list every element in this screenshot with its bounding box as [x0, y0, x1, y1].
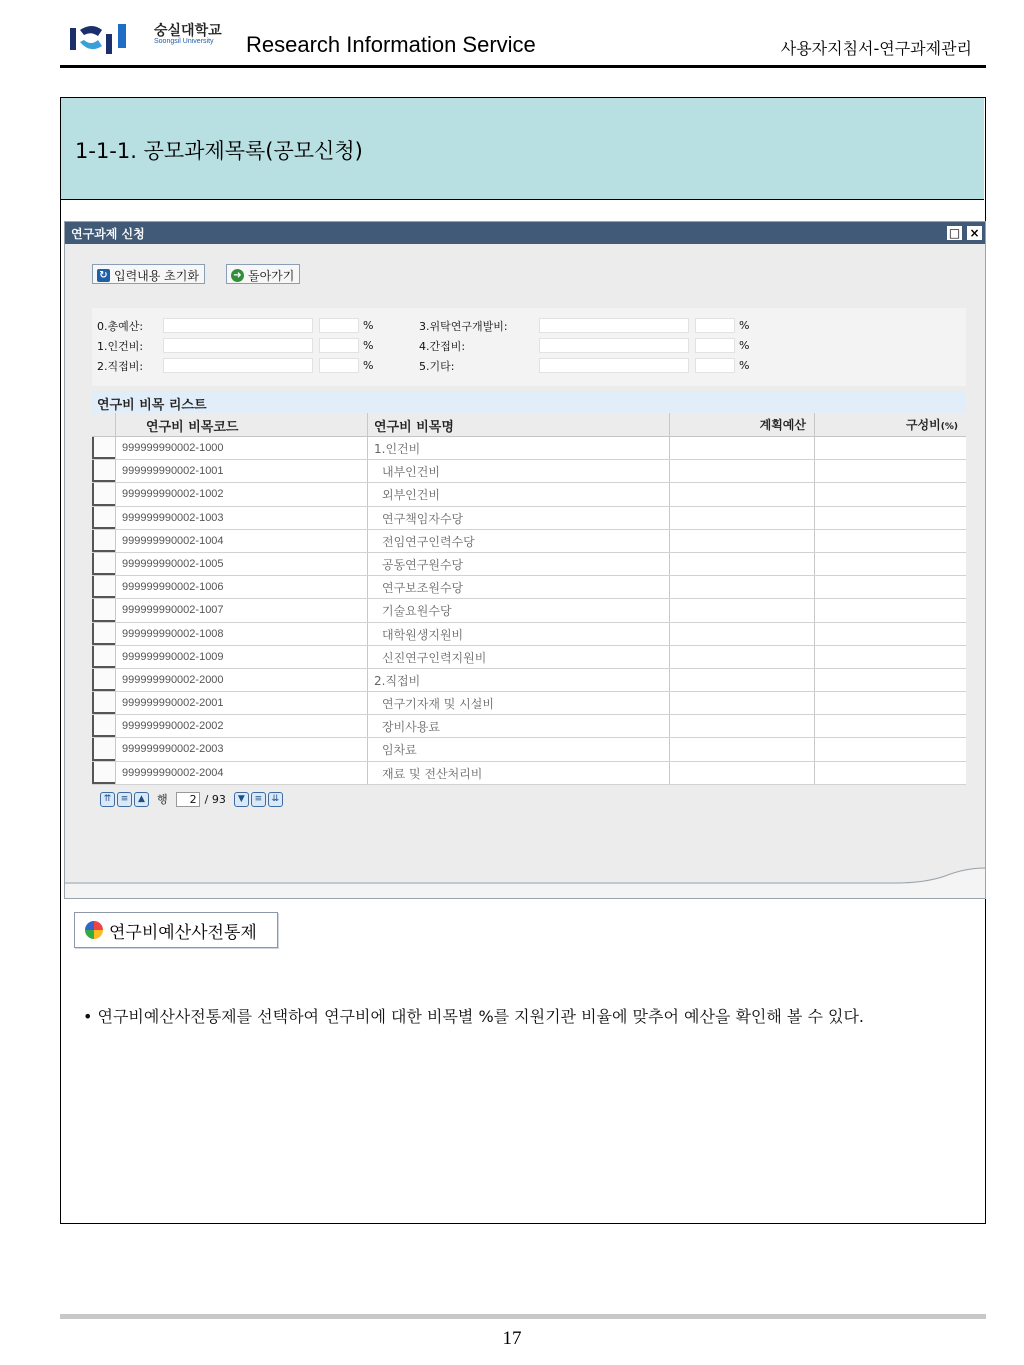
table-row[interactable] — [92, 623, 966, 646]
row-selector[interactable] — [92, 669, 116, 691]
row-selector[interactable] — [92, 576, 116, 598]
plan-budget-cell[interactable] — [670, 460, 815, 482]
ratio-cell[interactable] — [815, 669, 966, 691]
cost-item-name: 연구기자재 및 시설비 — [368, 692, 670, 714]
personnel-cost-label: 1.인건비: — [97, 340, 144, 353]
description-text: • 연구비예산사전통제를 선택하여 연구비에 대한 비목별 %를 지원기관 비율에 맞추어 예산을 확인해 볼 수 있다. — [83, 1007, 864, 1026]
cost-item-code: 999999990002-1009 — [116, 646, 368, 668]
cost-item-code: 999999990002-1002 — [116, 483, 368, 505]
application-window — [64, 221, 986, 899]
next-page-icon[interactable]: ▼ — [234, 792, 249, 807]
ratio-cell[interactable] — [815, 623, 966, 645]
section-title: 1-1-1. 공모과제목록(공모신청) — [75, 139, 363, 163]
cost-item-code: 999999990002-2003 — [116, 738, 368, 760]
ratio-cell[interactable] — [815, 460, 966, 482]
cost-item-name: 기술요원수당 — [368, 599, 670, 621]
page-number: 17 — [502, 1328, 522, 1349]
table-row[interactable] — [92, 553, 966, 576]
ratio-cell[interactable] — [815, 692, 966, 714]
plan-budget-cell[interactable] — [670, 715, 815, 737]
pct-sign: % — [363, 359, 374, 372]
total-budget-label: 0.총예산: — [97, 320, 144, 333]
pager-total: / 93 — [204, 792, 226, 806]
ratio-cell[interactable] — [815, 530, 966, 552]
service-name: Research Information Service — [246, 32, 536, 57]
cost-item-code: 999999990002-1003 — [116, 507, 368, 529]
cost-item-table — [92, 413, 966, 785]
table-row[interactable] — [92, 483, 966, 506]
personnel-cost-pct-input[interactable] — [319, 338, 359, 353]
cost-item-code: 999999990002-1004 — [116, 530, 368, 552]
ratio-cell[interactable] — [815, 483, 966, 505]
cost-item-code: 999999990002-2001 — [116, 692, 368, 714]
ratio-cell[interactable] — [815, 762, 966, 784]
plan-budget-cell[interactable] — [670, 530, 815, 552]
cost-item-name: 전임연구인력수당 — [368, 530, 670, 552]
ratio-cell[interactable] — [815, 507, 966, 529]
row-selector[interactable] — [92, 530, 116, 552]
cost-item-code: 999999990002-2004 — [116, 762, 368, 784]
cost-item-code: 999999990002-1001 — [116, 460, 368, 482]
ratio-cell[interactable] — [815, 646, 966, 668]
window-title: 연구과제 신청 — [71, 227, 145, 241]
cost-item-code: 999999990002-1006 — [116, 576, 368, 598]
plan-budget-cell[interactable] — [670, 576, 815, 598]
cost-item-code: 999999990002-1000 — [116, 437, 368, 459]
total-budget-pct-input[interactable] — [319, 318, 359, 333]
reset-input-label: 입력내용 초기화 — [114, 268, 199, 283]
plan-budget-cell[interactable] — [670, 599, 815, 621]
budget-precontrol-label: 연구비예산사전통제 — [109, 922, 257, 943]
plan-budget-cell[interactable] — [670, 692, 815, 714]
table-row[interactable] — [92, 599, 966, 622]
commissioned-rd-input[interactable] — [539, 318, 689, 333]
ratio-cell[interactable] — [815, 553, 966, 575]
table-row[interactable] — [92, 460, 966, 483]
cost-item-name: 연구보조원수당 — [368, 576, 670, 598]
row-selector[interactable] — [92, 437, 116, 459]
cost-item-name: 연구책임자수당 — [368, 507, 670, 529]
direct-cost-label: 2.직접비: — [97, 360, 144, 373]
reset-input-button[interactable] — [92, 264, 205, 284]
cost-item-name: 공동연구원수당 — [368, 553, 670, 575]
cost-item-name: 내부인건비 — [368, 460, 670, 482]
plan-budget-cell[interactable] — [670, 437, 815, 459]
direct-cost-pct-input[interactable] — [319, 358, 359, 373]
prev-block-icon[interactable]: ≡ — [117, 792, 132, 807]
page-header — [60, 14, 986, 68]
ratio-cell[interactable] — [815, 599, 966, 621]
pct-sign: % — [739, 359, 750, 372]
row-selector[interactable] — [92, 646, 116, 668]
plan-budget-cell[interactable] — [670, 762, 815, 784]
content-frame — [60, 97, 986, 1224]
row-selector[interactable] — [92, 738, 116, 760]
cost-item-code: 999999990002-2002 — [116, 715, 368, 737]
plan-budget-cell[interactable] — [670, 623, 815, 645]
plan-budget-cell[interactable] — [670, 646, 815, 668]
table-header — [92, 413, 966, 437]
cost-item-name: 2.직접비 — [368, 669, 670, 691]
plan-budget-cell[interactable] — [670, 483, 815, 505]
plan-budget-cell[interactable] — [670, 553, 815, 575]
row-selector[interactable] — [92, 599, 116, 621]
window-bottom-curve — [65, 862, 985, 898]
pct-sign: % — [739, 319, 750, 332]
table-row[interactable] — [92, 530, 966, 553]
ratio-label: 구성비 — [905, 418, 941, 432]
budget-form — [92, 308, 966, 386]
table-row[interactable] — [92, 762, 966, 785]
row-selector[interactable] — [92, 715, 116, 737]
row-selector[interactable] — [92, 507, 116, 529]
cost-item-name: 장비사용료 — [368, 715, 670, 737]
cost-item-name: 외부인건비 — [368, 483, 670, 505]
university-name-ko: 숭실대학교 — [154, 23, 222, 39]
indirect-cost-input[interactable] — [539, 338, 689, 353]
column-header-code[interactable]: 연구비 비목코드 — [116, 413, 368, 436]
back-button[interactable] — [226, 264, 300, 284]
table-row[interactable] — [92, 646, 966, 669]
cost-item-code: 999999990002-1007 — [116, 599, 368, 621]
other-cost-pct-input[interactable] — [695, 358, 735, 373]
document-title: 사용자지침서-연구과제관리 — [780, 39, 972, 58]
ratio-cell[interactable] — [815, 437, 966, 459]
refresh-icon: ↻ — [97, 269, 110, 282]
plan-budget-cell[interactable] — [670, 507, 815, 529]
total-budget-input[interactable] — [163, 318, 313, 333]
cost-item-code: 999999990002-2000 — [116, 669, 368, 691]
cost-item-name: 대학원생지원비 — [368, 623, 670, 645]
first-page-icon[interactable]: ⇈ — [100, 792, 115, 807]
row-selector[interactable] — [92, 553, 116, 575]
commissioned-rd-pct-input[interactable] — [695, 318, 735, 333]
budget-precontrol-button[interactable] — [74, 912, 278, 948]
pct-sign: % — [739, 339, 750, 352]
indirect-cost-pct-input[interactable] — [695, 338, 735, 353]
header-selector-cell — [92, 413, 116, 436]
ratio-cell[interactable] — [815, 738, 966, 760]
pct-sign: % — [363, 339, 374, 352]
pager-row-label: 행 — [157, 793, 168, 806]
direct-cost-input[interactable] — [163, 358, 313, 373]
column-header-plan[interactable]: 계획예산 — [670, 413, 815, 436]
cost-item-name: 재료 및 전산처리비 — [368, 762, 670, 784]
cost-item-name: 임차료 — [368, 738, 670, 760]
table-row[interactable] — [92, 507, 966, 530]
ratio-unit: (%) — [940, 422, 958, 432]
table-row[interactable] — [92, 692, 966, 715]
indirect-cost-label: 4.간접비: — [419, 340, 466, 353]
table-row[interactable] — [92, 669, 966, 692]
cost-item-name: 1.인건비 — [368, 437, 670, 459]
plan-budget-cell[interactable] — [670, 669, 815, 691]
column-header-ratio[interactable] — [815, 413, 966, 436]
row-selector[interactable] — [92, 762, 116, 784]
personnel-cost-input[interactable] — [163, 338, 313, 353]
other-cost-label: 5.기타: — [419, 360, 455, 373]
row-selector[interactable] — [92, 483, 116, 505]
column-header-name[interactable]: 연구비 비목명 — [368, 413, 670, 436]
last-page-icon[interactable]: ⇊ — [268, 792, 283, 807]
window-title-bar — [65, 222, 985, 244]
row-selector[interactable] — [92, 623, 116, 645]
row-selector[interactable] — [92, 460, 116, 482]
ratio-cell[interactable] — [815, 715, 966, 737]
footer-divider — [60, 1314, 986, 1319]
plan-budget-cell[interactable] — [670, 738, 815, 760]
row-selector[interactable] — [92, 692, 116, 714]
university-logo — [66, 20, 146, 58]
close-icon[interactable]: × — [967, 226, 982, 240]
prev-page-icon[interactable]: ▲ — [134, 792, 149, 807]
pct-sign: % — [363, 319, 374, 332]
cost-item-name: 신진연구인력지원비 — [368, 646, 670, 668]
back-arrow-icon: ➜ — [231, 269, 244, 282]
next-block-icon[interactable]: ≡ — [251, 792, 266, 807]
cost-item-list-title: 연구비 비목 리스트 — [92, 391, 966, 413]
pager-current-input[interactable]: 2 — [176, 792, 200, 807]
table-row[interactable] — [92, 715, 966, 738]
cost-item-code: 999999990002-1005 — [116, 553, 368, 575]
globe-icon — [85, 921, 103, 939]
university-name-en: Soongsil University — [154, 38, 214, 45]
commissioned-rd-label: 3.위탁연구개발비: — [419, 320, 508, 333]
back-label: 돌아가기 — [248, 268, 295, 283]
other-cost-input[interactable] — [539, 358, 689, 373]
table-row[interactable] — [92, 437, 966, 460]
maximize-icon[interactable]: □ — [948, 226, 961, 240]
pager — [100, 791, 283, 807]
section-title-bar — [61, 98, 984, 200]
table-row[interactable] — [92, 576, 966, 599]
ratio-cell[interactable] — [815, 576, 966, 598]
table-row[interactable] — [92, 738, 966, 761]
cost-item-code: 999999990002-1008 — [116, 623, 368, 645]
